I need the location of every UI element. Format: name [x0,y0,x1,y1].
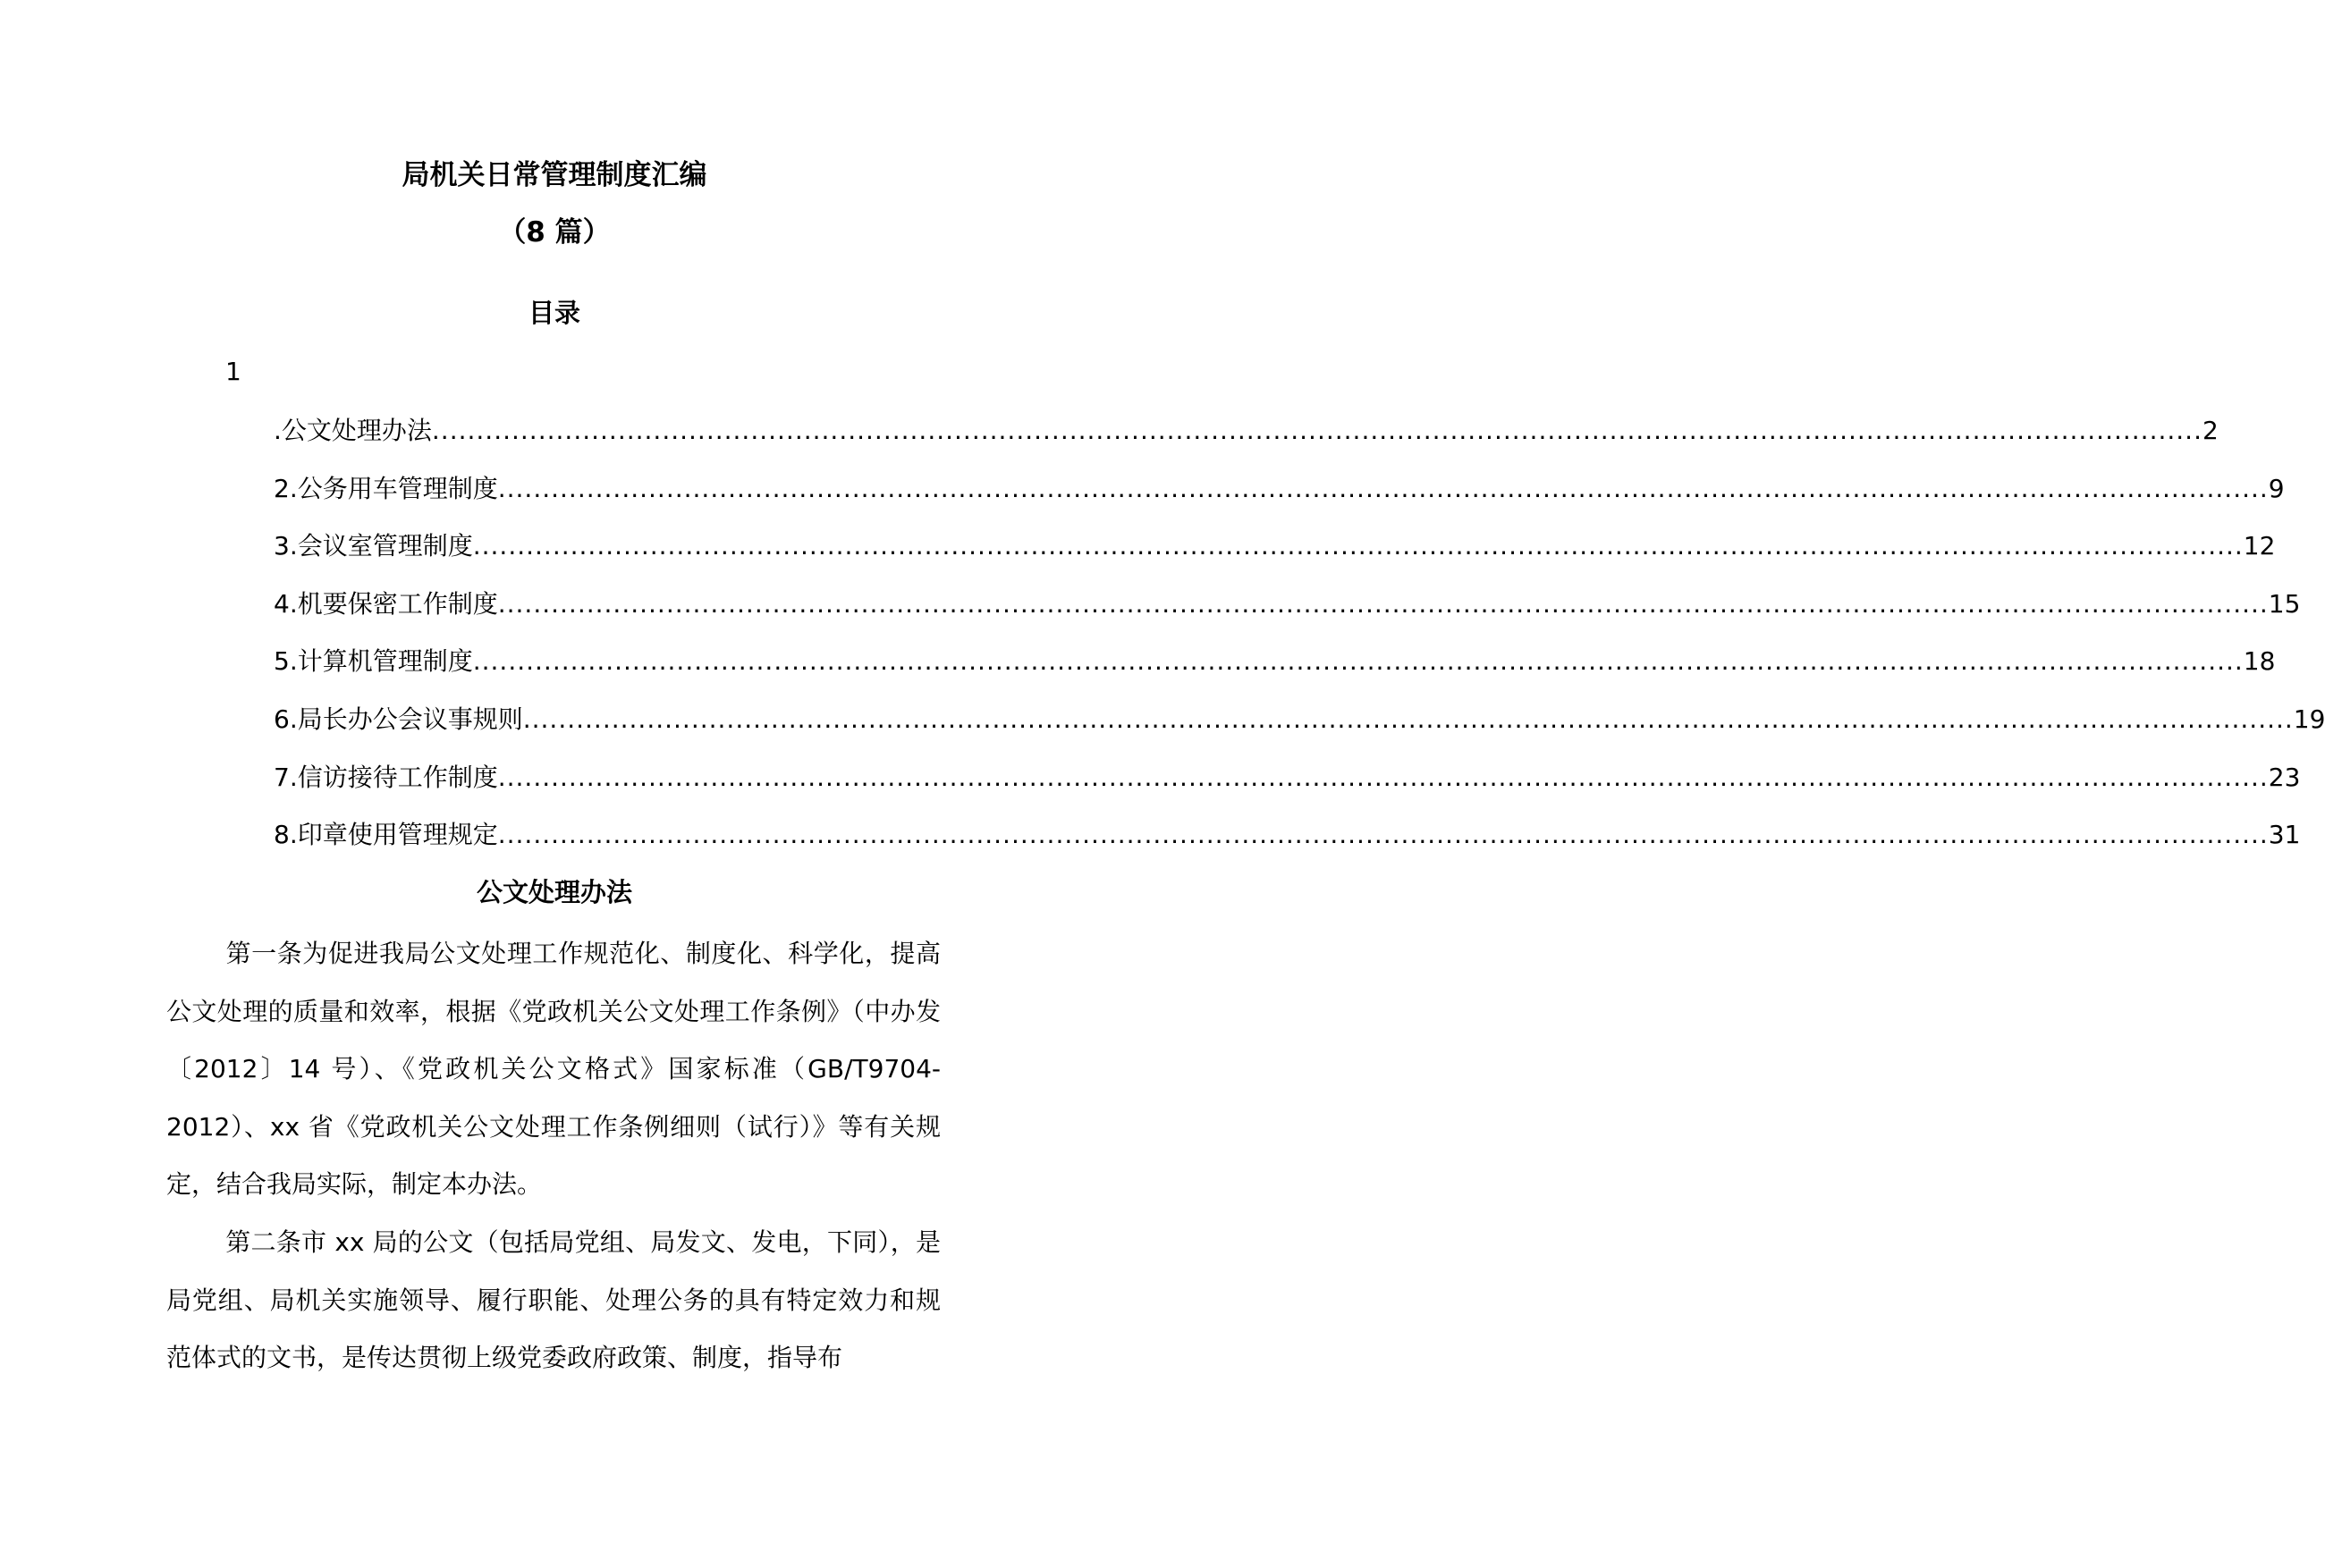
paragraph-text: 第二条市 xx 局的公文（包括局党组、局发文、发电，下同），是局党组、局机关实施领导、履行职能、处理公务的具有特定效力和规范体式的文书，是传达贯彻上级党委政府政策、制度，指导布 [166,1227,941,1372]
document-title: 局机关日常管理制度汇编 [402,159,707,191]
toc-dot-leader: ........................................................................................................................................................................................................ [472,646,2244,676]
toc-entry-page: 15 [2268,589,2301,619]
toc-entry-page: 23 [2268,763,2301,792]
toc-dot-leader: ........................................................................................................................................................................................................ [497,763,2269,792]
toc-dot-leader: ........................................................................................................................................................................................................ [522,704,2294,734]
toc-entry[interactable] [274,762,2301,794]
toc-entry[interactable] [274,819,2301,851]
toc-entry-page: 19 [2293,704,2325,734]
section-title: 公文处理办法 [476,877,632,907]
toc-entry-page: 18 [2243,646,2276,676]
paragraph-text: 第一条为促进我局公文处理工作规范化、制度化、科学化，提高公文处理的质量和效率，根据《党政机关公文处理工作条例》（中办发〔2012〕14 号）、《党政机关公文格式》国家标准（GB/T9704-2012）、xx 省《党政机关公文处理工作条例细则（试行）》等有关规定，结合我局实际，制定本办法。 [166,939,941,1199]
toc-entry-label: 3.会议室管理制度 [274,531,473,561]
document-subtitle: （8 篇） [498,216,611,249]
toc-dot-leader: ........................................................................................................................................................................................................ [472,531,2244,561]
toc-entry-label: 2.公务用车管理制度 [274,474,498,503]
toc-entry[interactable] [274,415,2219,447]
toc-entry-label: 5.计算机管理制度 [274,646,473,676]
toc-index-number: 1 [225,357,241,386]
toc-entry-label: 6.局长办公会议事规则 [274,704,523,734]
toc-dot-leader: ........................................................................................................................................................................................................ [497,474,2269,503]
toc-entry[interactable] [274,645,2276,678]
toc-entry-page: 31 [2268,820,2301,849]
body-paragraph [166,925,941,1214]
toc-dot-leader: ........................................................................................................................................................................................................ [497,589,2269,619]
toc-entry[interactable] [274,704,2325,736]
toc-entry-page: 12 [2243,531,2276,561]
toc-entry-label: .公文处理办法 [274,416,432,445]
toc-entry[interactable] [274,530,2276,562]
toc-entry-page: 9 [2268,474,2285,503]
toc-heading: 目录 [528,298,580,328]
body-paragraph [166,1214,941,1387]
toc-entry-label: 8.印章使用管理规定 [274,820,498,849]
toc-dot-leader: ........................................................................................................................................................................................................ [431,416,2202,445]
toc-entry[interactable] [274,473,2285,505]
toc-entry-label: 7.信访接待工作制度 [274,763,498,792]
toc-entry-page: 2 [2202,416,2219,445]
toc-entry-label: 4.机要保密工作制度 [274,589,498,619]
toc-dot-leader: ........................................................................................................................................................................................................ [497,820,2269,849]
toc-entry[interactable] [274,588,2301,620]
